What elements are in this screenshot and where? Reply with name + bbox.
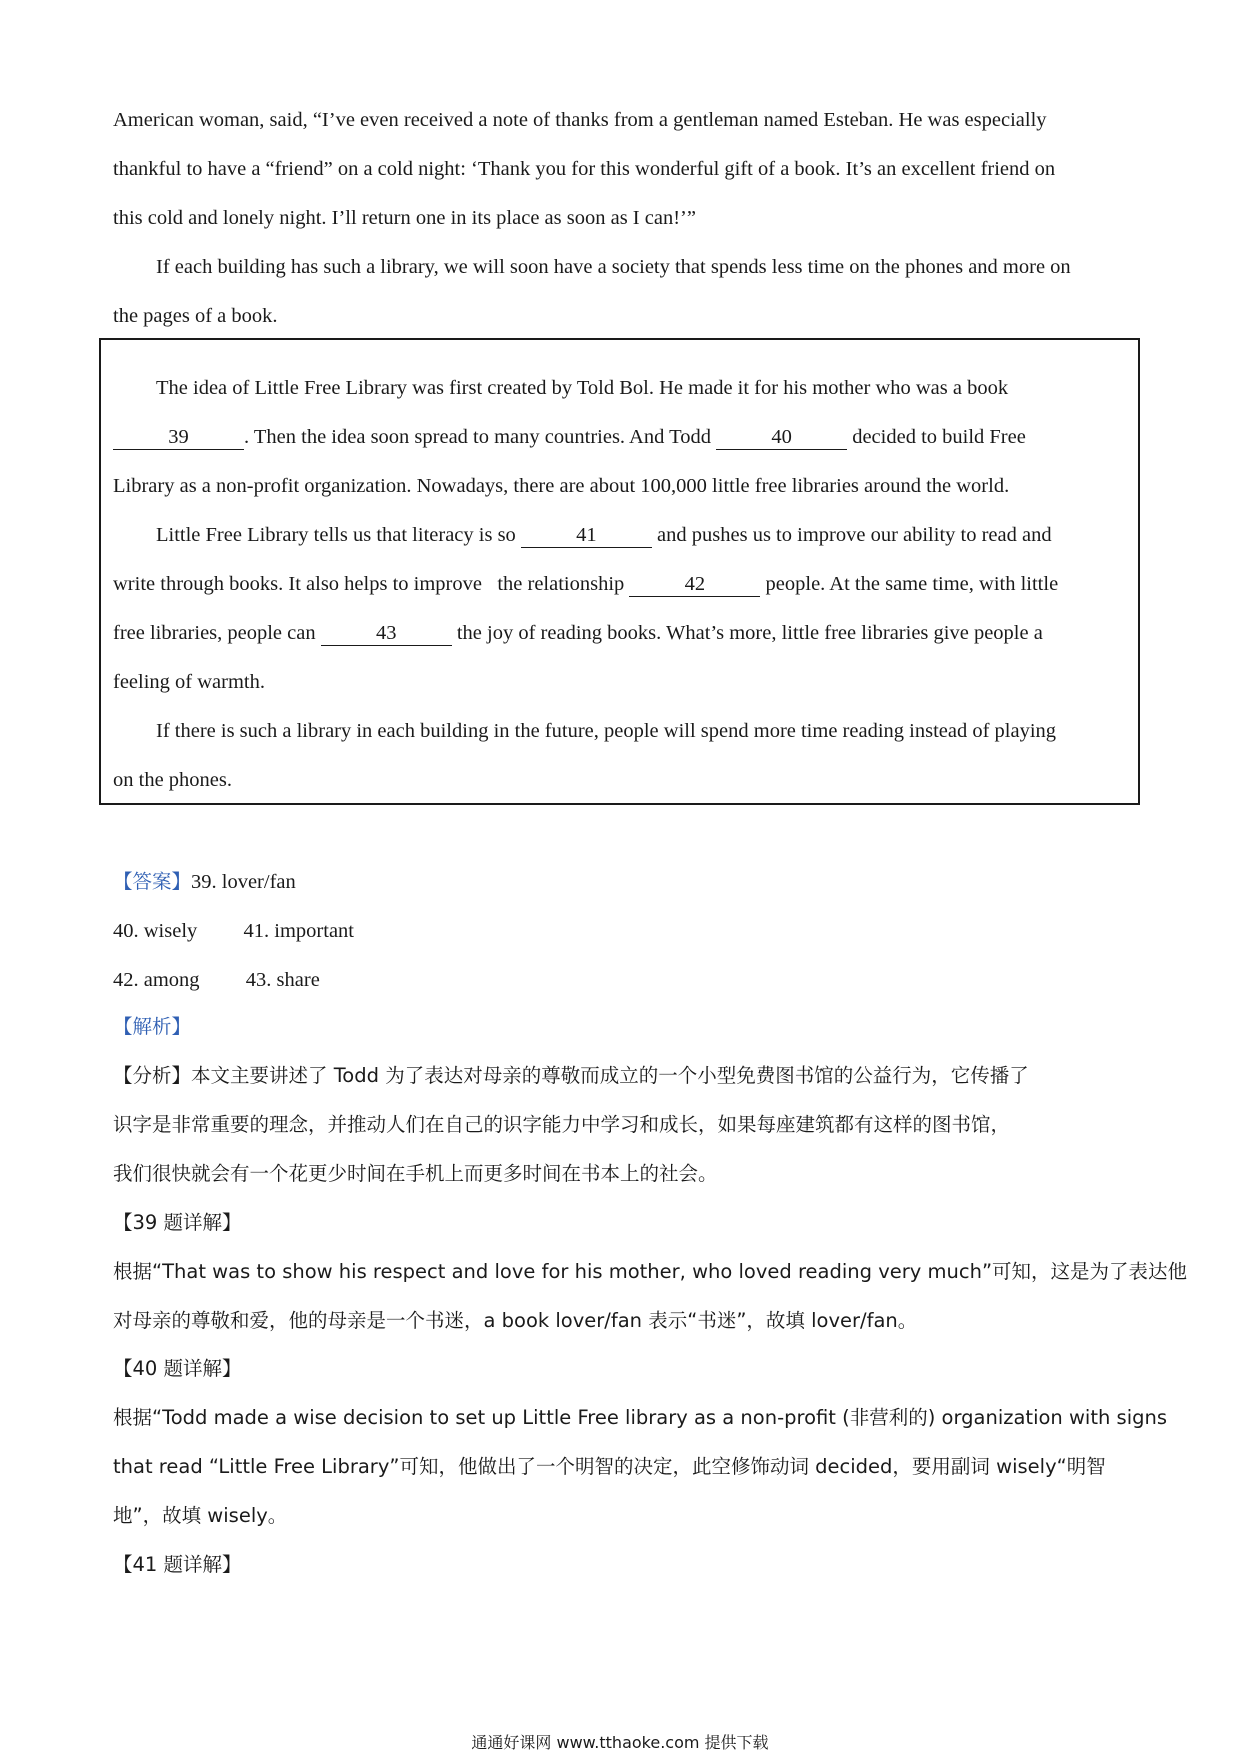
q40-line: 地”，故填 wisely。 [113, 1504, 288, 1527]
answer-41: 41. important [243, 920, 354, 942]
answer-line [113, 917, 354, 945]
summary-text: the joy of reading books. What’s more, little free libraries give people a [456, 622, 1043, 644]
summary-text: people. At the same time, with little [765, 573, 1059, 595]
summary-text: write through books. It also helps to improve the relationship [113, 573, 625, 595]
answer-42: 42. among [113, 969, 200, 991]
summary-line: If there is such a library in each building in the future, people will spend more time reading instead of playing [156, 720, 1057, 742]
summary-line [113, 619, 1043, 647]
q39-title: 【39 题详解】 [113, 1211, 242, 1234]
fenxi-text: 本文主要讲述了 Todd 为了表达对母亲的尊敬而成立的一个小型免费图书馆的公益行为，它传播了 [191, 1064, 1029, 1087]
summary-text: and pushes us to improve our ability to read and [657, 524, 1052, 546]
blank-40[interactable]: 40 [716, 425, 847, 450]
fenxi-tag: 【分析】 [113, 1064, 192, 1087]
footer-watermark: 通通好课网 www.tthaoke.com 提供下载 [471, 1733, 769, 1752]
summary-line: Library as a non-profit organization. Nowadays, there are about 100,000 little free libraries around the world. [113, 475, 1010, 497]
q40-line: that read “Little Free Library”可知，他做出了一个明智的决定，此空修饰动词 decided，要用副词 wisely“明智 [113, 1455, 1106, 1478]
answer-line [113, 868, 296, 896]
passage-line: If each building has such a library, we will soon have a society that spends less time on the phones and more on [156, 256, 1071, 278]
summary-line [113, 570, 1058, 598]
passage-line: thankful to have a “friend” on a cold night: ‘Thank you for this wonderful gift of a book. It’s an excellent friend on [113, 158, 1056, 180]
answer-line [113, 966, 320, 994]
passage-line: the pages of a book. [113, 305, 278, 327]
summary-text: decided to build Free [852, 426, 1026, 448]
q39-line: 根据“That was to show his respect and love for his mother, who loved reading very much”可知，这是为了表达他 [113, 1260, 1188, 1283]
blank-41[interactable]: 41 [521, 523, 652, 548]
summary-line [156, 521, 1052, 549]
passage-line: this cold and lonely night. I’ll return one in its place as soon as I can!’” [113, 207, 696, 229]
blank-39[interactable]: 39 [113, 425, 244, 450]
passage-line: American woman, said, “I’ve even received a note of thanks from a gentleman named Esteban. He was especially [113, 109, 1047, 131]
q41-title: 【41 题详解】 [113, 1553, 242, 1576]
summary-line [113, 423, 1026, 451]
fenxi-line [113, 1062, 1029, 1090]
blank-42[interactable]: 42 [629, 572, 760, 597]
answer-43: 43. share [245, 969, 320, 991]
summary-text: free libraries, people can [113, 622, 316, 644]
q40-line: 根据“Todd made a wise decision to set up Little Free library as a non-profit (非营利的) organization with signs [113, 1406, 1168, 1429]
answer-tag: 【答案】 [113, 870, 192, 893]
blank-43[interactable]: 43 [321, 621, 452, 646]
answer-39: 39. lover/fan [191, 871, 296, 893]
summary-line: The idea of Little Free Library was first created by Told Bol. He made it for his mother who was a book [156, 377, 1009, 399]
summary-line: feeling of warmth. [113, 671, 265, 693]
summary-text: . Then the idea soon spread to many countries. And Todd [244, 426, 711, 448]
answer-40: 40. wisely [113, 920, 198, 942]
q40-title: 【40 题详解】 [113, 1357, 242, 1380]
fenxi-line: 识字是非常重要的理念，并推动人们在自己的识字能力中学习和成长，如果每座建筑都有这样的图书馆， [113, 1113, 1011, 1136]
summary-text: Little Free Library tells us that literacy is so [156, 524, 516, 546]
summary-line: on the phones. [113, 769, 232, 791]
fenxi-line: 我们很快就会有一个花更少时间在手机上而更多时间在书本上的社会。 [113, 1162, 718, 1185]
analysis-tag: 【解析】 [113, 1015, 192, 1038]
q39-line: 对母亲的尊敬和爱，他的母亲是一个书迷，a book lover/fan 表示“书迷”，故填 lover/fan。 [113, 1309, 918, 1332]
